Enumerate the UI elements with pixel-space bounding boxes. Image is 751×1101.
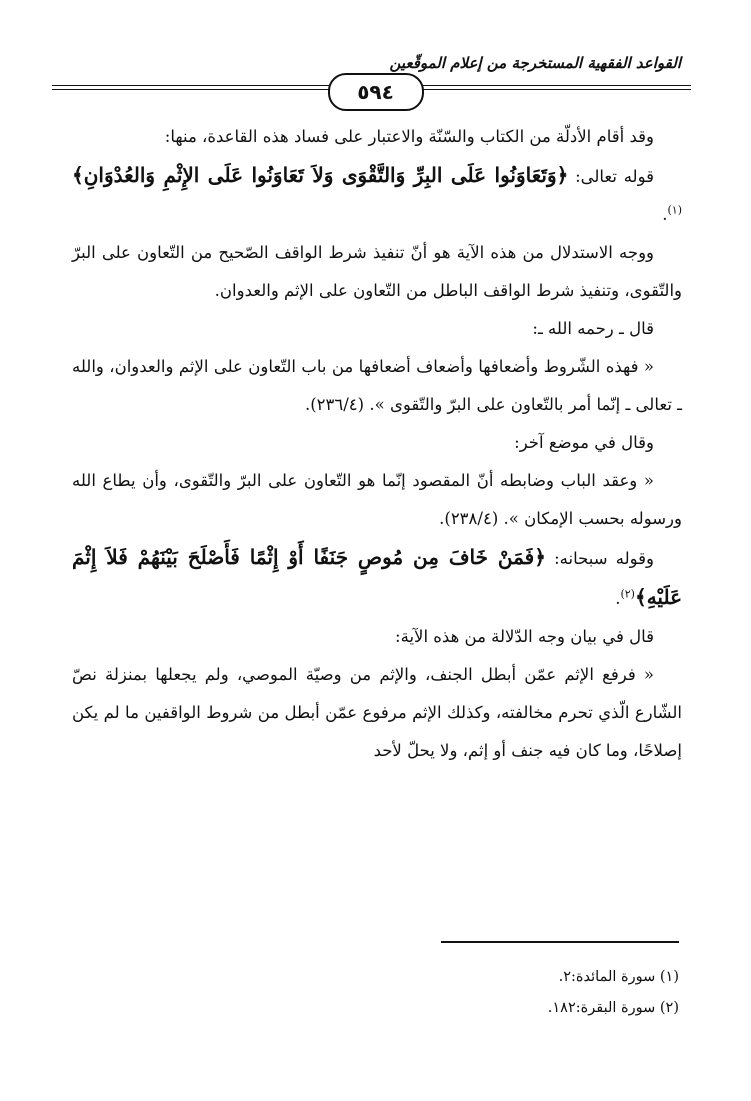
quote-2: « وعقد الباب وضابطه أنّ المقصود إنّما هو التّعاون على البرّ والتّقوى، وأن يطاع الله ورسوله بحسب الإمكان ». (٢٣٨/٤). <box>72 471 682 528</box>
footnote-separator <box>441 941 679 943</box>
footnote-1: (١) سورة المائدة:٢. <box>558 969 679 985</box>
quran-verse-2: ﴿فَمَنْ خَافَ مِن مُوصٍ جَنَفًا أَوْ إِثْمًا فَأَصْلَحَ بَيْنَهُمْ فَلاَ إِثْمَ عَلَيْهِ﴾ <box>72 545 682 609</box>
footnote-ref-2: (٢) <box>620 587 635 601</box>
paragraph-evidence-intro: وقد أقام الأدلّة من الكتاب والسّنّة والاعتبار على فساد هذه القاعدة، منها: <box>164 127 654 146</box>
footnote-ref-1: (١) <box>667 203 682 217</box>
paragraph-indication: قال في بيان وجه الدّلالة من هذه الآية: <box>395 627 654 646</box>
paragraph-inference: ووجه الاستدلال من هذه الآية هو أنّ تنفيذ شرط الواقف الصّحيح من التّعاون على البرّ والتّقوى، وتنفيذ شرط الواقف الباطل من التّعاون على الإثم والعدوان. <box>72 243 682 300</box>
page-number-badge: ٥٩٤ <box>328 73 424 111</box>
verse-1-lead: قوله تعالى: <box>568 167 654 186</box>
running-head-title: القواعد الفقهية المستخرجة من إعلام الموقّعين <box>389 54 681 72</box>
paragraph-verse-1 <box>72 156 682 234</box>
quran-verse-1: ﴿وَتَعَاوَنُوا عَلَى البِرِّ وَالتَّقْوَى وَلاَ تَعَاوَنُوا عَلَى الإِثْمِ وَالعُدْوَانِ﴾ <box>72 163 569 187</box>
verse-2-end: . <box>615 589 621 608</box>
paragraph-verse-2 <box>72 538 682 618</box>
paragraph-author-said: قال ـ رحمه الله ـ: <box>532 319 654 338</box>
quote-1: « فهذه الشّروط وأضعافها وأضعاف أضعافها من باب التّعاون على الإثم والعدوان، والله ـ تعالى ـ إنّما أمر بالتّعاون على البرّ والتّقوى ». (٢٣٦/٤). <box>72 357 682 414</box>
verse-1-end: . <box>662 205 668 224</box>
quote-3: « فرفع الإثم عمّن أبطل الجنف، والإثم من وصيّة الموصي، ولم يجعلها بمنزلة نصّ الشّارع الّذي تحرم مخالفته، وكذلك الإثم مرفوع عمّن أبطل من شروط الواقفين ما لم يكن إصلاحًا، وما كان فيه جنف أو إثم، ولا يحلّ لأحد <box>72 665 682 760</box>
main-text <box>72 118 682 770</box>
paragraph-another-place: وقال في موضع آخر: <box>514 433 654 452</box>
verse-2-lead: وقوله سبحانه: <box>545 549 654 568</box>
footnote-2: (٢) سورة البقرة:١٨٢. <box>547 1000 679 1016</box>
footnotes <box>69 962 679 1024</box>
